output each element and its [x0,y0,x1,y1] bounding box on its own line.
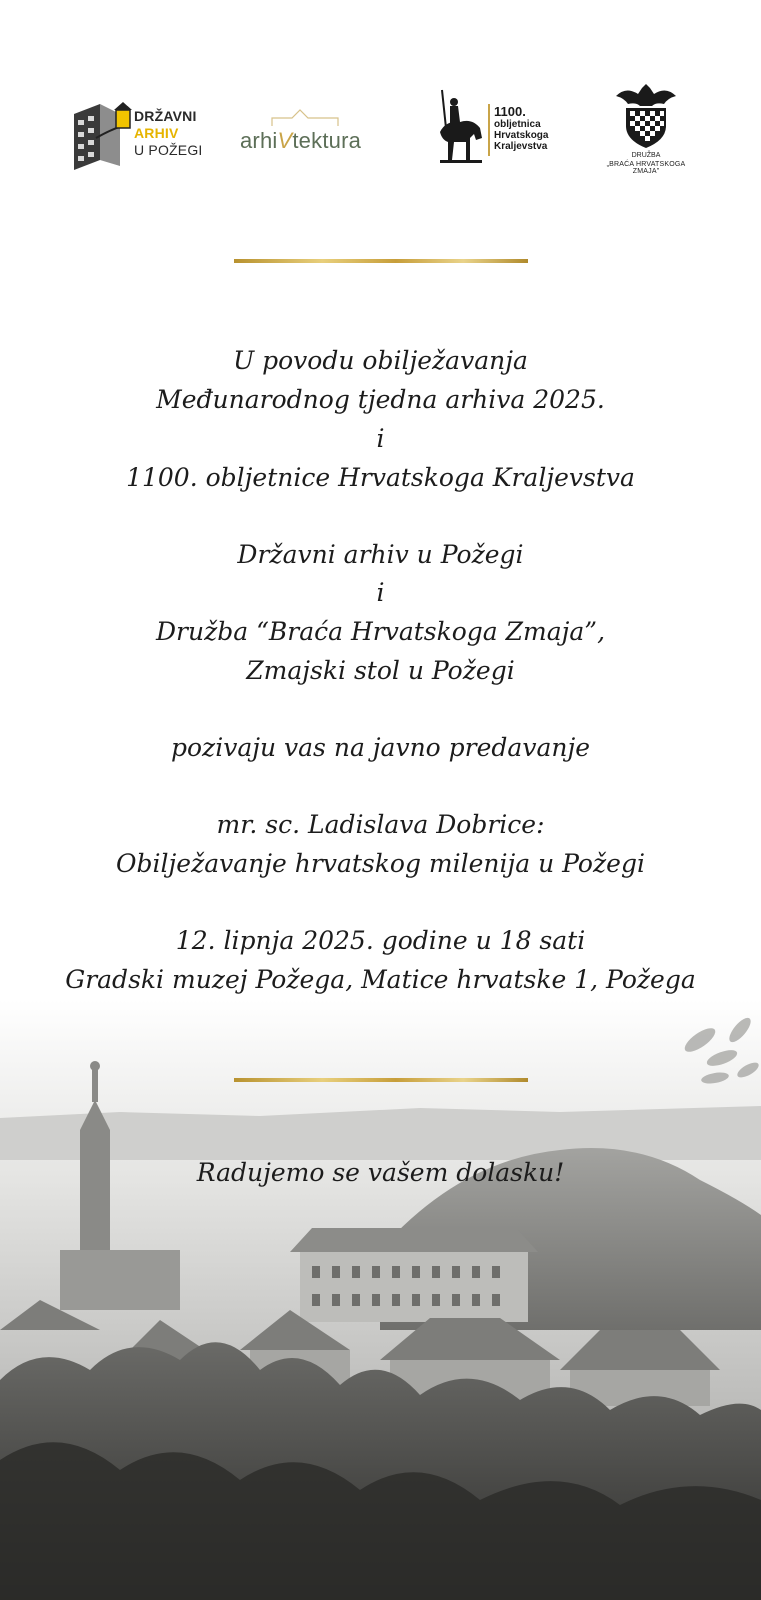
dragon-coat-of-arms-icon [612,82,680,150]
host-line2: Družba “Braća Hrvatskoga Zmaja”, [155,617,606,646]
occasion-line2: Međunarodnog tjedna arhiva 2025. [156,385,605,414]
host-and: i [376,578,385,607]
lecture-title: Obilježavanje hrvatskog milenija u Požegi [116,849,645,878]
druzba-logo-line2: „BRAĆA HRVATSKOGA ZMAJA” [606,161,686,175]
occasion-and: i [376,424,385,453]
occasion-line1: U povodu obilježavanja [233,346,528,375]
invite-line: pozivaju vas na javno predavanje [170,733,591,762]
host-line1: Državni arhiv u Požegi [237,540,524,569]
drzavni-arhiv-logo [68,90,203,170]
event-date-time: 12. lipnja 2025. godine u 18 sati [175,926,586,955]
town-panorama-image [0,1000,761,1600]
kraljevstvo-line2: Hrvatskoga [494,130,549,141]
gold-divider-top [234,259,528,263]
arhivtektura-part1: arhi [240,128,278,153]
kraljevstvo-line1: obljetnica [494,119,541,130]
host-line3: Zmajski stol u Požegi [246,656,515,685]
roof-outline-icon [270,108,340,128]
gold-divider-bottom [234,1078,528,1082]
event-venue: Gradski muzej Požega, Matice hrvatske 1, Požega [65,965,696,994]
lecturer-name: mr. sc. Ladislava Dobrice: [216,810,545,839]
arhivtektura-part3: tektura [292,128,362,153]
logo-strip [0,80,761,180]
arhiv-logo-line2: ARHIV [134,125,179,141]
closing-line: Radujemo se vašem dolasku! [196,1158,565,1187]
druzba-logo-line1: DRUŽBA [631,152,661,159]
kraljevstvo-1100-logo [436,88,556,172]
archive-tower-icon [70,100,136,170]
arhivtektura-part2: V [277,128,293,153]
arhiv-logo-line3: U POŽEGI [134,142,203,158]
horse-rider-icon [436,88,486,172]
arhiv-logo-line1: DRŽAVNI [134,108,197,124]
arhivtektura-logo [240,108,390,158]
occasion-line3: 1100. obljetnice Hrvatskoga Kraljevstva [126,463,635,492]
kraljevstvo-number: 1100. [494,104,526,119]
druzba-logo [596,80,696,180]
kraljevstvo-line3: Kraljevstva [494,141,548,152]
gold-divider [488,104,490,156]
